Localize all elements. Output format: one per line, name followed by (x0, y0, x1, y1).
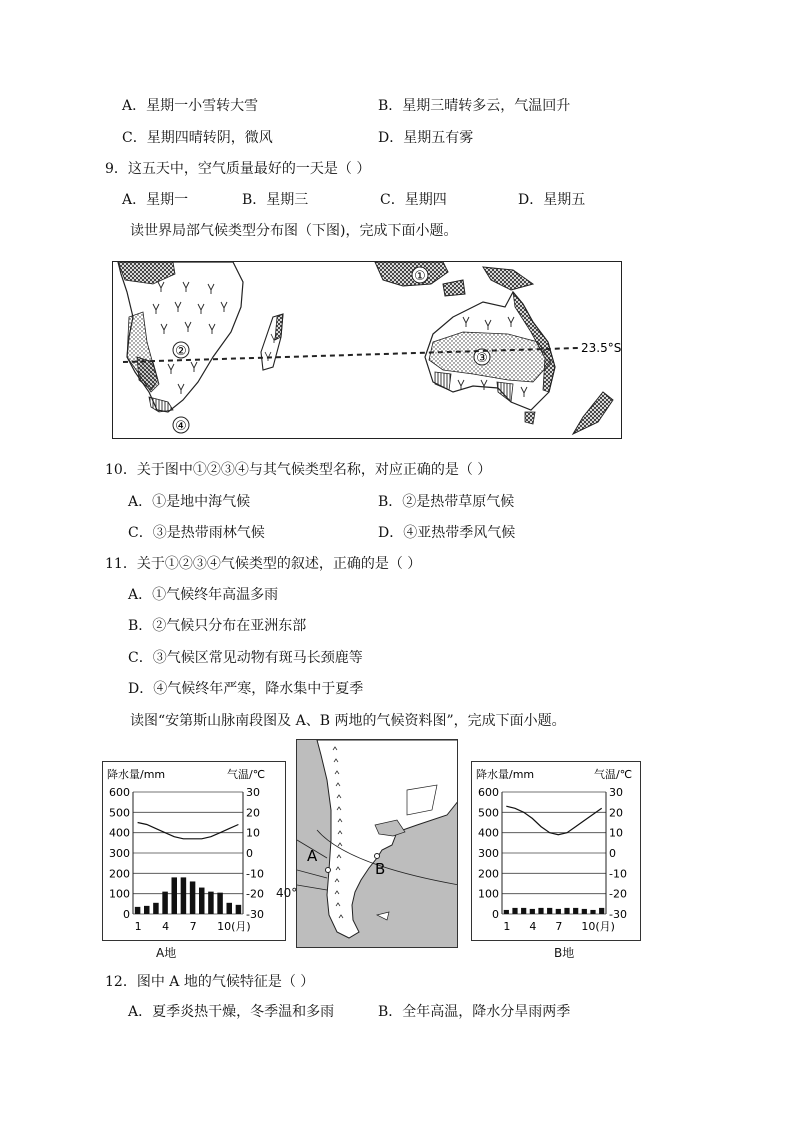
chart-b-precip-bar (564, 908, 569, 914)
chart-a-x-tick: 4 (162, 920, 170, 933)
chart-b-precip-bar (573, 908, 578, 914)
chart-b-right-tick: -20 (609, 887, 627, 901)
chart-b-x-tick: 10(月) (581, 920, 615, 933)
q8-option-b: B．星期三晴转多云，气温回升 (378, 98, 571, 114)
chart-b-right-tick: -10 (609, 867, 627, 881)
chart-a-temp-line (138, 823, 239, 839)
marker-4: ④ (175, 419, 187, 434)
lat-40-label: 40° (276, 886, 298, 900)
q11-option-a: A．①气候终年高温多雨 (128, 587, 279, 603)
q12-option-a: A．夏季炎热干燥，冬季温和多雨 (128, 1004, 335, 1020)
q8-option-a: A．星期一小雪转大雪 (122, 98, 259, 114)
chart-a-right-tick: 10 (246, 826, 260, 840)
q10-option-c: C．③是热带雨林气候 (128, 525, 265, 541)
q11-stem: 11．关于①②③④气候类型的叙述，正确的是（ ） (105, 556, 422, 572)
q8-option-d: D．星期五有雾 (378, 130, 474, 146)
chart-a-left-tick: 0 (123, 908, 130, 921)
chart-b-x-tick: 4 (529, 920, 537, 933)
q9-option-a: A．星期一 (122, 192, 189, 208)
marker-1: ① (414, 269, 426, 284)
chart-b-left-tick: 600 (478, 786, 499, 799)
chart-a-right-title: 气温/℃ (227, 768, 266, 781)
chart-a-left-tick: 600 (109, 786, 130, 799)
marker-2: ② (175, 344, 187, 359)
q11-option-d: D．④气候终年严寒，降水集中于夏季 (128, 681, 364, 697)
chart-a-x-tick: 1 (134, 920, 142, 933)
q10-option-d: D．④亚热带季风气候 (378, 525, 516, 541)
marker-3: ③ (476, 351, 488, 366)
climate-chart-a (102, 761, 286, 941)
chart-b-x-tick: 1 (503, 920, 511, 933)
map-label-b: B (375, 860, 386, 878)
chart-b-precip-bar (512, 908, 517, 914)
andes-map (296, 739, 458, 948)
chart-b-temp-line (506, 806, 601, 835)
chart-a-right-tick: -20 (246, 887, 264, 901)
chart-a-right-tick: 30 (246, 786, 260, 799)
chart-a-right-tick: 20 (246, 806, 260, 820)
chart-b-left-tick: 300 (478, 847, 499, 860)
chart-b-precip-bar (538, 908, 543, 914)
q11-option-b: B．②气候只分布在亚洲东部 (128, 618, 307, 634)
chart-b-right-tick: 30 (609, 786, 623, 799)
chart-a-precip-bar (144, 906, 150, 914)
chart-a-precip-bar (208, 892, 214, 914)
q12-stem: 12．图中 A 地的气候特征是（ ） (105, 974, 315, 990)
chart-a-precip-bar (199, 888, 205, 914)
chart-a-x-tick: 10(月) (217, 920, 251, 933)
chart-a-right-tick: 0 (246, 847, 253, 860)
intro-climate-map: 读世界局部气候类型分布图（下图)，完成下面小题。 (130, 223, 458, 239)
chart-b-right-tick: -30 (609, 908, 627, 921)
chart-a-right-tick: -30 (246, 908, 264, 921)
chart-b-left-title: 降水量/mm (476, 768, 535, 781)
chart-a-precip-bar (162, 892, 168, 914)
tropic-label: 23.5°S (581, 341, 622, 355)
chart-b-left-tick: 100 (478, 887, 499, 901)
intro-andes: 读图“安第斯山脉南段图及 A、B 两地的气候资料图”，完成下面小题。 (130, 713, 566, 729)
chart-a-precip-bar (135, 907, 141, 914)
climate-chart-b (471, 761, 641, 941)
chart-a-precip-bar (217, 893, 223, 914)
q8-option-c: C．星期四晴转阴，微风 (122, 130, 273, 146)
q10-option-b: B．②是热带草原气候 (378, 494, 515, 510)
chart-b-caption: B地 (554, 946, 575, 960)
q9-option-d: D．星期五 (518, 192, 586, 208)
chart-b-right-tick: 10 (609, 826, 623, 840)
chart-b-precip-bar (599, 908, 604, 914)
chart-a-right-tick: -10 (246, 867, 264, 881)
climate-chart-b-svg (472, 762, 642, 942)
chart-b-left-tick: 500 (478, 806, 499, 820)
q12-option-b: B．全年高温，降水分旱雨两季 (378, 1004, 571, 1020)
chart-a-caption: A地 (156, 946, 177, 960)
chart-a-left-tick: 100 (109, 887, 130, 901)
q10-stem: 10．关于图中①②③④与其气候类型名称，对应正确的是（ ） (105, 462, 492, 478)
q9-option-b: B．星期三 (242, 192, 309, 208)
chart-b-right-title: 气温/℃ (594, 768, 633, 781)
chart-b-precip-bar (590, 910, 595, 914)
chart-b-left-tick: 400 (478, 826, 499, 840)
chart-a-left-tick: 300 (109, 847, 130, 860)
chart-b-x-tick: 7 (555, 920, 563, 933)
chart-a-left-tick: 500 (109, 806, 130, 820)
q10-option-a: A．①是地中海气候 (128, 494, 251, 510)
chart-b-right-tick: 20 (609, 806, 623, 820)
chart-b-precip-bar (504, 910, 509, 914)
chart-b-precip-bar (556, 909, 561, 914)
q9-option-c: C．星期四 (380, 192, 447, 208)
chart-b-precip-bar (530, 909, 535, 914)
chart-a-precip-bar (153, 903, 159, 914)
chart-a-precip-bar (190, 881, 196, 914)
climate-map (112, 261, 622, 439)
chart-a-precip-bar (172, 877, 178, 914)
chart-a-precip-bar (227, 903, 233, 914)
climate-map-figure (113, 262, 622, 439)
chart-a-x-tick: 7 (189, 920, 197, 933)
chart-b-left-tick: 0 (492, 908, 499, 921)
andes-map-svg (297, 740, 458, 948)
chart-a-left-title: 降水量/mm (107, 768, 166, 781)
chart-b-precip-bar (547, 908, 552, 914)
q11-option-c: C．③气候区常见动物有斑马长颈鹿等 (128, 650, 363, 666)
chart-b-precip-bar (582, 909, 587, 914)
chart-a-left-tick: 400 (109, 826, 130, 840)
climate-chart-a-svg (103, 762, 287, 942)
map-label-a: A (307, 847, 318, 865)
q9-stem: 9．这五天中，空气质量最好的一天是（ ） (105, 161, 371, 177)
chart-b-right-tick: 0 (609, 847, 616, 860)
chart-b-left-tick: 200 (478, 867, 499, 881)
chart-a-precip-bar (181, 877, 187, 914)
chart-a-left-tick: 200 (109, 867, 130, 881)
chart-a-precip-bar (236, 905, 242, 914)
chart-b-precip-bar (521, 908, 526, 914)
